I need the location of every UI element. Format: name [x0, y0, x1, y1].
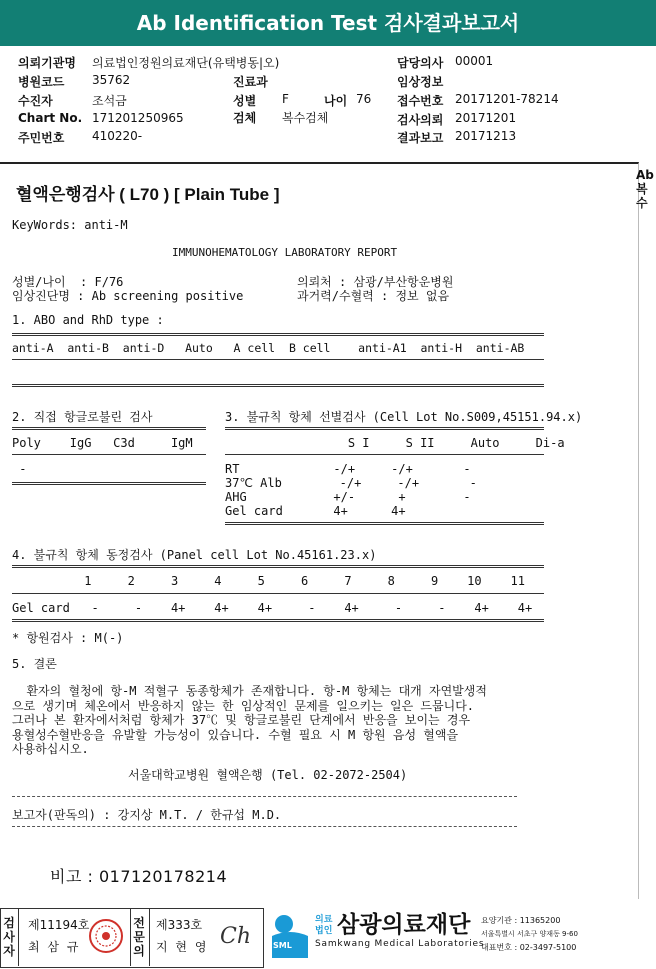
antigen-test: * 항원검사 : M(-) — [12, 631, 124, 645]
reporter: 보고자(판독의) : 강지상 M.T. / 한규섭 M.D. — [12, 808, 282, 822]
org-code: 요양기관 : 11365200 — [481, 916, 561, 925]
specimen-value: 복수검체 — [282, 111, 329, 125]
dat-headers: Poly IgG C3d IgM — [12, 436, 193, 450]
history: 과거력/수혈력 : 정보 없음 — [297, 289, 450, 303]
chart-no-value: 171201250965 — [92, 111, 184, 125]
request-value: 20171201 — [455, 111, 517, 125]
age-value: 76 — [356, 92, 372, 106]
inspector-license: 제11194호 — [28, 918, 90, 932]
next-page-edge — [636, 168, 656, 210]
divider — [12, 454, 206, 455]
divider — [12, 427, 206, 430]
hospital-code-label: 병원코드 — [18, 75, 65, 89]
section-3-title: 3. 불규칙 항체 선별검사 (Cell Lot No.S009,45151.94.x) — [225, 410, 583, 424]
report-heading: IMMUNOHEMATOLOGY LABORATORY REPORT — [172, 246, 398, 259]
rrn-label: 주민번호 — [18, 131, 65, 145]
org-name: 삼광의료재단 — [337, 912, 471, 938]
report-banner-title: Ab Identification Test 검사결과보고서 — [0, 0, 656, 46]
rrn-value: 410220- — [92, 129, 143, 143]
manager-label: 전문의 — [133, 916, 145, 958]
conclusion-line: 환자의 혈청에 항-M 적혈구 동종항체가 존재합니다. 항-M 항체는 대개 자연발생적 — [12, 684, 487, 698]
org-logo-label: SML — [273, 941, 292, 950]
doctor-label: 담당의사 — [397, 56, 444, 70]
divider — [12, 796, 517, 797]
screen-row-alb: 37℃ Alb -/+ -/+ - — [225, 476, 477, 490]
divider — [12, 619, 544, 622]
divider — [225, 427, 544, 430]
report-date-value: 20171213 — [455, 129, 517, 143]
referrer: 의뢰처 : 삼광/부산항운병원 — [297, 275, 454, 289]
divider — [12, 565, 544, 568]
remark: 비고 : 017120178214 — [50, 867, 228, 886]
patient-info-header — [0, 46, 656, 154]
signature-footer — [0, 906, 656, 969]
report-date-label: 결과보고 — [397, 131, 444, 145]
institution-label: 의뢰기관명 — [18, 56, 76, 70]
org-phone: 대표번호 : 02-3497-5100 — [481, 943, 577, 952]
org-english-name: Samkwang Medical Laboratories — [315, 939, 485, 949]
conclusion-line: 으로 생기며 체온에서 반응하지 않는 한 임상적인 문제를 일으키는 일은 드뭅니다. — [12, 698, 475, 713]
inspector-name: 최 삼 규 — [28, 940, 81, 954]
abo-headers: anti-A anti-B anti-D Auto A cell B cell anti-A1 anti-H anti-AB — [12, 341, 525, 355]
screen-row-rt: RT -/+ -/+ - — [225, 462, 471, 476]
chart-no-label: Chart No. — [18, 111, 83, 125]
doctor-value: 00001 — [455, 54, 494, 68]
keywords: KeyWords: anti-M — [12, 218, 128, 232]
inspector-label: 검사자 — [3, 916, 15, 958]
hospital-code-value: 35762 — [92, 73, 131, 87]
patient-label: 수진자 — [18, 94, 53, 108]
org-prefix-1: 의료 — [315, 915, 333, 925]
manager-name: 지 현 영 — [156, 940, 209, 954]
institution-value: 의료법인정원의료재단(유택병동|오) — [92, 56, 280, 70]
divider — [225, 522, 544, 525]
section-2-title: 2. 직접 항글로불린 검사 — [12, 410, 153, 424]
request-label: 검사의뢰 — [397, 113, 444, 127]
divider — [12, 333, 544, 336]
screen-row-gel: Gel card 4+ 4+ — [225, 504, 406, 518]
age-label: 나이 — [324, 94, 348, 108]
section-4-title: 4. 불규칙 항체 동정검사 (Panel cell Lot No.45161.23.x) — [12, 548, 377, 562]
receipt-label: 접수번호 — [397, 94, 444, 108]
org-address: 서울특별시 서초구 양재동 9-60 — [481, 930, 578, 938]
receipt-value: 20171201-78214 — [455, 92, 559, 106]
panel-gel-row: Gel card - - 4+ 4+ 4+ - 4+ - - 4+ 4+ — [12, 601, 533, 615]
org-prefix-2: 법인 — [315, 926, 333, 936]
manager-license: 제333호 — [156, 918, 203, 932]
report-title: 혈액은행검사 ( L70 ) [ Plain Tube ] — [16, 185, 280, 204]
screen-results — [225, 462, 477, 518]
sex-value: F — [282, 92, 289, 106]
dat-value: - — [12, 462, 27, 476]
sex-age: 성별/나이 : F/76 — [12, 275, 124, 289]
conclusion-line: 사용하십시오. — [12, 742, 89, 756]
section-5-title: 5. 결론 — [12, 657, 57, 671]
divider — [12, 826, 517, 827]
divider — [12, 359, 544, 360]
conclusion-text — [12, 684, 487, 757]
edge-text-2: 복수 — [636, 182, 648, 210]
inspector-seal-icon — [88, 918, 124, 954]
conclusion-line: 용혈성수혈반응을 유발할 가능성이 있습니다. 수혈 필요 시 M 항원 음성 혈액을 — [12, 727, 459, 742]
clinical-label: 임상정보 — [397, 75, 444, 89]
conclusion-line: 그러나 본 환자에서처럼 항체가 37℃ 및 항글로불린 단계에서 반응을 보이는 경우 — [12, 713, 471, 727]
divider — [225, 454, 544, 455]
panel-headers: 1 2 3 4 5 6 7 8 9 10 11 — [12, 574, 525, 588]
divider — [12, 482, 206, 485]
specimen-label: 검체 — [233, 111, 257, 125]
patient-value: 조석금 — [92, 94, 127, 108]
manager-signature: Ch — [220, 924, 252, 949]
divider — [12, 593, 544, 594]
diagnosis: 임상진단명 : Ab screening positive — [12, 289, 244, 303]
org-logo-icon — [268, 910, 312, 962]
edge-text-1: Ab — [636, 168, 654, 182]
section-1-title: 1. ABO and RhD type : — [12, 313, 164, 327]
divider — [12, 384, 544, 387]
dept-label: 진료과 — [233, 75, 268, 89]
screen-headers: S I S II Auto Di-a — [225, 436, 565, 450]
hospital-contact: 서울대학교병원 혈액은행 (Tel. 02-2072-2504) — [128, 768, 408, 782]
screen-row-ahg: AHG +/- + - — [225, 490, 471, 504]
sex-label: 성별 — [233, 94, 257, 108]
